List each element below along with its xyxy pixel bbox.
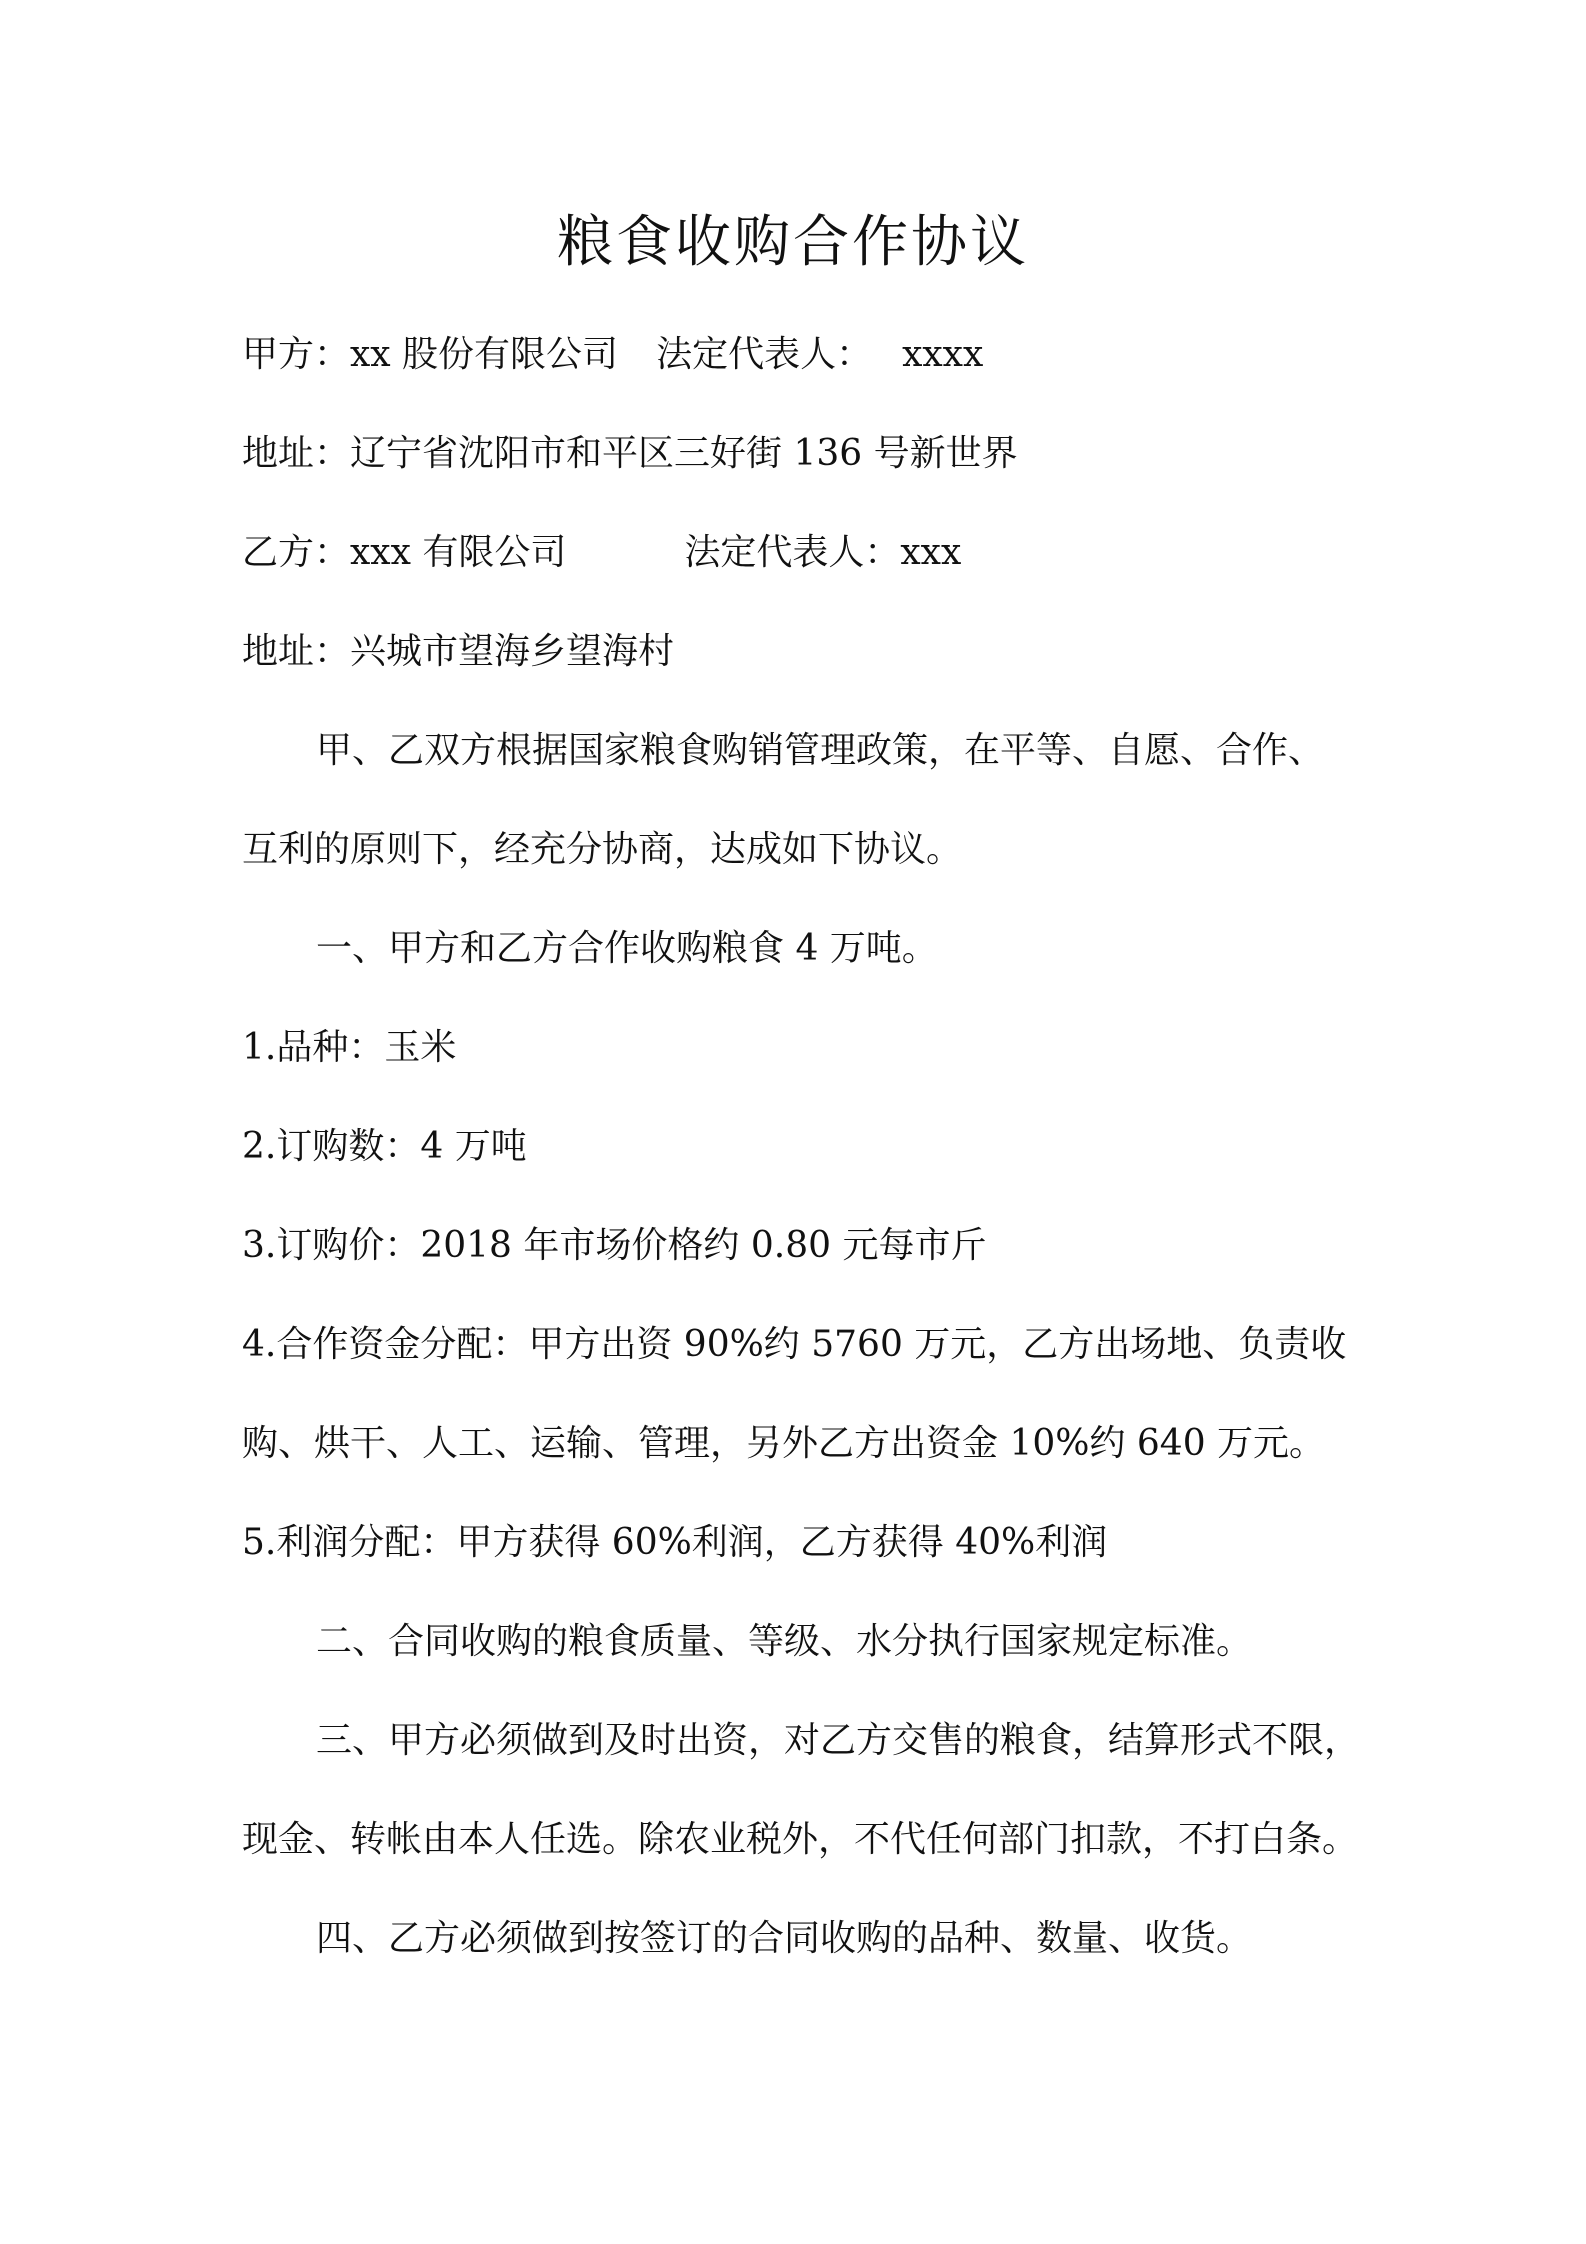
document-title: 粮食收购合作协议: [557, 210, 1029, 275]
clause-two: 二、合同收购的粮食质量、等级、水分执行国家规定标准。: [316, 1621, 1253, 1662]
clause-three-line: 现金、转帐由本人任选。除农业税外，不代任何部门扣款，不打白条。: [242, 1819, 1359, 1860]
party-a-rep-value: xxxx: [902, 334, 984, 375]
clause-one: 一、甲方和乙方合作收购粮食 4 万吨。: [316, 928, 938, 969]
party-a-address: 地址：辽宁省沈阳市和平区三好街 136 号新世界: [242, 433, 1018, 474]
party-b-rep: 法定代表人：xxx: [684, 532, 962, 573]
clause-four: 四、乙方必须做到按签订的合同收购的品种、数量、收货。: [316, 1918, 1253, 1959]
list-item: 2.订购数：4 万吨: [242, 1126, 527, 1167]
party-a-line: [242, 330, 983, 380]
intro-line: 甲、乙双方根据国家粮食购销管理政策，在平等、自愿、合作、: [316, 730, 1325, 771]
party-b-label: 乙方：xxx 有限公司: [242, 532, 567, 573]
list-item: 5.利润分配：甲方获得 60%利润，乙方获得 40%利润: [242, 1522, 1108, 1563]
list-item: 3.订购价：2018 年市场价格约 0.80 元每市斤: [242, 1225, 987, 1266]
list-item: 4.合作资金分配：甲方出资 90%约 5760 万元，乙方出场地、负责收: [242, 1324, 1347, 1365]
list-item: 购、烘干、人工、运输、管理，另外乙方出资金 10%约 640 万元。: [242, 1423, 1326, 1464]
list-item: 1.品种：玉米: [242, 1027, 457, 1068]
clause-three-line: 三、甲方必须做到及时出资，对乙方交售的粮食，结算形式不限，: [316, 1720, 1361, 1761]
party-a-rep-label: 法定代表人：: [656, 334, 873, 375]
party-b-line: [242, 528, 961, 578]
party-a-label: 甲方：xx 股份有限公司: [242, 334, 619, 375]
party-b-address: 地址：兴城市望海乡望海村: [242, 631, 675, 672]
intro-line: 互利的原则下，经充分协商，达成如下协议。: [242, 829, 963, 870]
